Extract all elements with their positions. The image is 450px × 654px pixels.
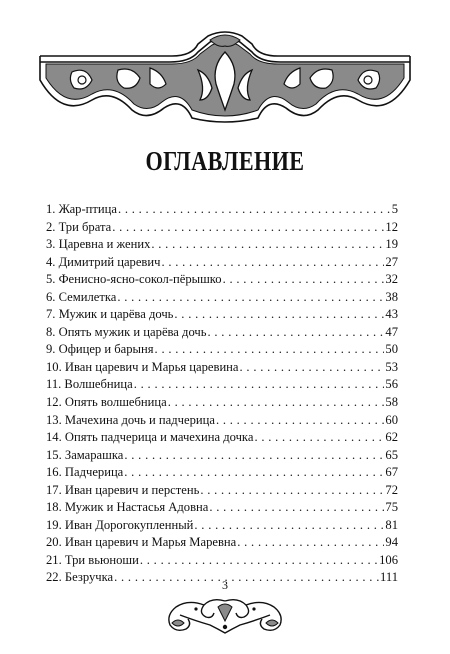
toc-entry-page: 106 bbox=[379, 552, 398, 567]
dot-leader bbox=[237, 534, 384, 552]
toc-entry-title: 3. Царевна и жених bbox=[46, 237, 151, 252]
toc-entry-page: 62 bbox=[385, 430, 398, 445]
toc-entry bbox=[46, 271, 398, 289]
toc-entry bbox=[46, 376, 398, 394]
dot-leader bbox=[208, 324, 385, 342]
toc-entry-title: 17. Иван царевич и перстень bbox=[46, 482, 200, 497]
toc-entry bbox=[46, 482, 398, 500]
toc-entry bbox=[46, 429, 398, 447]
dot-leader bbox=[209, 499, 384, 517]
toc-entry-page: 67 bbox=[385, 465, 398, 480]
toc-entry bbox=[46, 394, 398, 412]
toc-entry-title: 7. Мужик и царёва дочь bbox=[46, 307, 174, 322]
toc-entry-page: 50 bbox=[385, 342, 398, 357]
dot-leader bbox=[240, 359, 385, 377]
toc-entry-title: 22. Безручка bbox=[46, 570, 114, 585]
dot-leader bbox=[194, 517, 384, 535]
dot-leader bbox=[254, 429, 384, 447]
toc-entry-title: 6. Семилетка bbox=[46, 289, 117, 304]
toc-entry-title: 8. Опять мужик и царёва дочь bbox=[46, 324, 207, 339]
toc-entry-title: 13. Мачехина дочь и падчерица bbox=[46, 412, 215, 427]
toc-entry-page: 47 bbox=[385, 324, 398, 339]
dot-leader bbox=[134, 376, 385, 394]
toc-entry-page: 111 bbox=[380, 570, 398, 585]
toc-entry-page: 5 bbox=[391, 202, 398, 216]
dot-leader bbox=[168, 394, 385, 412]
toc-entry-title: 4. Димитрий царевич bbox=[46, 254, 161, 269]
page-title: ОГЛАВЛЕНИЕ bbox=[145, 146, 305, 176]
toc-entry-page: 75 bbox=[385, 500, 398, 515]
toc-entry bbox=[46, 517, 398, 535]
dot-leader bbox=[140, 552, 378, 570]
toc-entry-page: 58 bbox=[385, 395, 398, 410]
table-of-contents bbox=[46, 201, 398, 587]
dot-leader bbox=[124, 447, 384, 465]
toc-entry bbox=[46, 412, 398, 430]
toc-entry-title: 21. Три вьюноши bbox=[46, 552, 139, 567]
toc-entry-title: 20. Иван царевич и Марья Маревна bbox=[46, 535, 237, 550]
toc-entry-title: 5. Фенисно-ясно-сокол-пёрышко bbox=[46, 272, 222, 287]
dot-leader bbox=[200, 482, 384, 500]
toc-entry-title: 12. Опять волшебница bbox=[46, 395, 167, 410]
toc-entry-page: 94 bbox=[385, 535, 398, 550]
toc-entry-page: 81 bbox=[385, 517, 398, 532]
toc-entry bbox=[46, 306, 398, 324]
dot-leader bbox=[124, 464, 384, 482]
toc-entry-title: 10. Иван царевич и Марья царевина bbox=[46, 359, 239, 374]
toc-entry-title: 9. Офицер и барыня bbox=[46, 342, 154, 357]
toc-entry-title: 14. Опять падчерица и мачехина дочка bbox=[46, 430, 254, 445]
toc-entry-page: 72 bbox=[385, 482, 398, 497]
toc-entry-title: 19. Иван Дорогокупленный bbox=[46, 517, 194, 532]
dot-leader bbox=[216, 412, 384, 430]
toc-entry-title: 15. Замарашка bbox=[46, 447, 124, 462]
dot-leader bbox=[174, 306, 384, 324]
toc-entry-page: 27 bbox=[385, 254, 398, 269]
toc-entry bbox=[46, 447, 398, 465]
toc-entry-title: 16. Падчерица bbox=[46, 465, 124, 480]
page-number: 3 bbox=[222, 578, 228, 592]
toc-entry bbox=[46, 552, 398, 570]
toc-entry-page: 56 bbox=[385, 377, 398, 392]
toc-entry-page: 43 bbox=[385, 307, 398, 322]
toc-entry-title: 2. Три брата bbox=[46, 219, 112, 234]
toc-entry bbox=[46, 236, 398, 254]
toc-entry-title: 11. Волшебница bbox=[46, 377, 133, 392]
toc-entry bbox=[46, 254, 398, 272]
dot-leader bbox=[151, 236, 384, 254]
toc-entry-title: 1. Жар-птица bbox=[46, 202, 117, 216]
toc-entry bbox=[46, 341, 398, 359]
toc-entry-page: 12 bbox=[385, 219, 398, 234]
dot-leader bbox=[223, 271, 385, 289]
toc-entry-page: 60 bbox=[385, 412, 398, 427]
toc-entry-title: 18. Мужик и Настасья Адовна bbox=[46, 500, 209, 515]
ornamental-header-icon bbox=[32, 26, 418, 124]
toc-entry bbox=[46, 534, 398, 552]
toc-entry-page: 53 bbox=[385, 359, 398, 374]
ornamental-footer-icon bbox=[160, 595, 290, 637]
toc-entry bbox=[46, 219, 398, 237]
dot-leader bbox=[118, 201, 391, 219]
toc-entry bbox=[46, 324, 398, 342]
dot-leader bbox=[112, 219, 384, 237]
toc-entry-page: 32 bbox=[385, 272, 398, 287]
toc-entry-page: 65 bbox=[385, 447, 398, 462]
toc-entry bbox=[46, 464, 398, 482]
toc-entry bbox=[46, 289, 398, 307]
toc-entry bbox=[46, 499, 398, 517]
dot-leader bbox=[161, 254, 384, 272]
toc-entry-page: 38 bbox=[385, 289, 398, 304]
toc-entry bbox=[46, 201, 398, 219]
toc-entry-page: 19 bbox=[385, 237, 398, 252]
toc-entry bbox=[46, 359, 398, 377]
dot-leader bbox=[117, 289, 384, 307]
dot-leader bbox=[155, 341, 385, 359]
